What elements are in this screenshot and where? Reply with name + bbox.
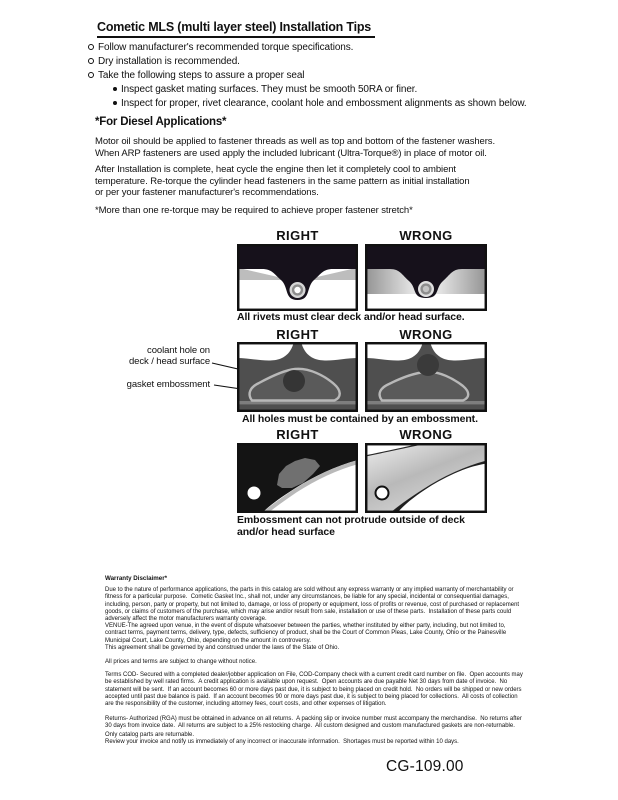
warranty-line: VENUE-The agreed upon venue, in the event of dispute whatsoever between the parties, whether instituted by either party, including, but not limited to, (105, 623, 506, 629)
paragraph-line: When ARP fasteners are used apply the included lubricant (Ultra-Torque®) in place of motor oil. (95, 147, 487, 159)
list-item-text: Inspect gasket mating surfaces. They must be smooth 50RA or finer. (121, 83, 418, 95)
paragraph-line: *More than one re-torque may be required to achieve proper fastener stretch* (95, 205, 413, 216)
figure2-wrong-label: WRONG (399, 327, 453, 342)
tips-list (88, 40, 527, 110)
section-heading-diesel: *For Diesel Applications* (95, 116, 227, 128)
warranty-line: be established by well rated firms. A credit application is available upon request. Open accounts are due payable Net 30 days from date of invoice. No (105, 679, 508, 686)
figure3-caption-line: and/or head surface (237, 525, 335, 538)
figure1-caption: All rivets must clear deck and/or head surface. (237, 311, 465, 323)
paragraph-line: or per your fastener manufacturer's recommendations. (95, 187, 319, 199)
figure3-right-label: RIGHT (276, 427, 319, 442)
warranty-paragraph (105, 716, 522, 731)
coolant-hole-wrong-diagram (365, 342, 487, 412)
figure2-right-label: RIGHT (276, 327, 319, 342)
warranty-paragraph (105, 587, 519, 624)
callout-line: coolant hole on (147, 345, 210, 356)
warranty-line: goods, or claims of customers of the purchase, which may arise and/or result from sale, installation or use of these parts. Installation of these parts could (105, 609, 512, 616)
list-item-text: Inspect for proper, rivet clearance, coolant hole and embossment alignments as shown below. (121, 97, 527, 109)
warranty-line: All prices and terms are subject to change without notice. (105, 659, 257, 665)
warranty-line: adversely affect the motor manufacturers warranty coverage. (105, 616, 267, 623)
embossment-right-diagram (237, 443, 358, 513)
list-item (88, 68, 527, 82)
paragraph-line: temperature. Re-torque the cylinder head fasteners in the same pattern as initial installation (95, 175, 470, 187)
paragraph (95, 136, 495, 159)
list-item (88, 54, 527, 68)
page-code: CG-109.00 (386, 758, 464, 775)
warranty-line: fitness for a particular purpose. Cometic Gasket Inc., shall not, under any circumstances, be liable for any special, incidental or consequential damages, (105, 594, 509, 601)
sub-list-item (113, 82, 527, 96)
filled-bullet-icon (113, 87, 117, 91)
warranty-line: Municipal Court, Lake County, Ohio, depending on the amount in controversy. (105, 637, 311, 644)
warranty-line: Review your invoice and notify us immediately of any incorrect or inaccurate information. Shortages must be reported within 10 days. (105, 739, 459, 746)
warranty-line: statement will be sent. If an account becomes 60 or more days past due, it is subject to being placed on credit hold. No orders will be shipped or new orders (105, 686, 522, 693)
callout-line: gasket embossment (126, 379, 210, 390)
open-bullet-icon (88, 72, 94, 78)
warranty-line: Returns- Authorized (RGA) must be obtained in advance on all returns. A packing slip or invoice number must accompany the merchandise. No returns after (105, 716, 522, 722)
warranty-line: Due to the nature of performance applications, the parts in this catalog are sold without any express warranty or any implied warranty of merchantability or (105, 587, 514, 593)
rivet-wrong-diagram (365, 244, 487, 311)
warranty-line: 30 days from invoice date. All returns are subject to a 25% restocking charge. All custom designed and custom manufactured gaskets are non-returnable. (105, 723, 515, 730)
warranty-paragraph (105, 659, 257, 666)
figure1-wrong-label: WRONG (399, 228, 453, 243)
filled-bullet-icon (113, 101, 117, 105)
figure3-caption (237, 515, 465, 538)
embossment-wrong-diagram (365, 443, 487, 513)
paragraph-line: After Installation is complete, heat cycle the engine then let it completely cool to ambient (95, 164, 456, 175)
warranty-line: contract terms, payment terms, delivery, type, defects, sufficiency of product, shall be the Court of Common Pleas, Lake County, Ohio or the Painesville (105, 630, 507, 637)
callout-line: deck / head surface (128, 356, 210, 368)
open-bullet-icon (88, 44, 94, 50)
warranty-line: accepted until past due balance is paid. If an account becomes 90 or more days past due, it is subject to being placed for collections. All costs of collection (105, 694, 518, 701)
warranty-paragraph (105, 672, 523, 709)
page-title: Cometic MLS (multi layer steel) Installation Tips (97, 20, 375, 38)
figure1-right-label: RIGHT (276, 228, 319, 243)
rivet-right-diagram (237, 244, 358, 311)
figure3-caption-line: Embossment can not protrude outside of deck (237, 514, 465, 526)
list-item (88, 40, 527, 54)
warranty-line: Terms COD- Secured with a completed dealer/jobber application on File, COD-Company check with a current credit card number on file. Open accounts may (105, 672, 523, 678)
warranty-heading: Warranty Disclaimer* (105, 575, 168, 582)
list-item-text: Follow manufacturer's recommended torque specifications. (98, 41, 354, 53)
sub-list-item (113, 96, 527, 110)
warranty-line: This agreement shall be governed by and construed under the laws of the State of Ohio. (105, 645, 340, 652)
coolant-hole-right-diagram (237, 342, 358, 412)
warranty-paragraph (105, 623, 506, 652)
open-bullet-icon (88, 58, 94, 64)
paragraph (95, 164, 470, 199)
list-item-text: Dry installation is recommended. (98, 55, 240, 67)
list-item-text: Take the following steps to assure a proper seal (98, 69, 305, 81)
paragraph-line: Motor oil should be applied to fastener threads as well as top and bottom of the fastener washers. (95, 136, 495, 147)
callout-coolant-hole (100, 345, 210, 368)
warranty-line: Only catalog parts are returnable. (105, 732, 195, 738)
warranty-line: are the responsibility of the customer, including attorney fees, court costs, and other expenses of litigation. (105, 701, 387, 708)
paragraph (95, 205, 413, 217)
figure3-wrong-label: WRONG (399, 427, 453, 442)
callout-gasket-embossment (100, 379, 210, 390)
figure2-caption: All holes must be contained by an embossment. (242, 413, 478, 425)
warranty-line: including, person, party or property, but not limited to, damage, or loss of property or equipment, loss of profits or revenue, cost of purchased or replacement (105, 601, 520, 608)
warranty-paragraph (105, 732, 459, 747)
